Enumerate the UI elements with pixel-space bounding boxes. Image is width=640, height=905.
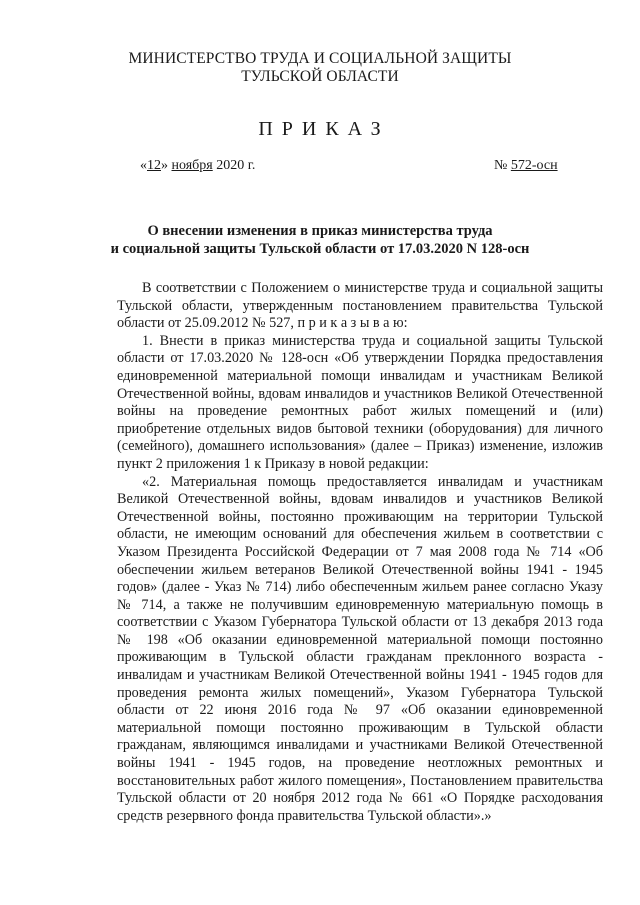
ministry-name-line2: ТУЛЬСКОЙ ОБЛАСТИ [241, 68, 399, 85]
number-value: 572-осн [510, 158, 558, 173]
date-close-quote: » [161, 158, 168, 173]
date-month: ноября [171, 158, 213, 173]
order-body [117, 280, 603, 825]
order-number [494, 158, 558, 174]
paragraph-intro: В соответствии с Положением о министерстве труда и социальной защиты Тульской области, утвержденным постановлением правительства Тульской области от 25.09.2012 № 527, п р и к а з ы в а ю: [117, 280, 603, 332]
order-date [140, 158, 255, 174]
subject-line1: О внесении изменения в приказ министерства труда [147, 223, 493, 239]
ministry-name-line1: МИНИСТЕРСТВО ТРУДА И СОЦИАЛЬНОЙ ЗАЩИТЫ [128, 50, 512, 67]
number-prefix: № [494, 158, 508, 173]
date-year: 2020 г. [216, 158, 256, 173]
subject-line2: и социальной защиты Тульской области от 17.03.2020 N 128-осн [110, 241, 530, 257]
paragraph-item-1: 1. Внести в приказ министерства труда и социальной защиты Тульской области от 17.03.2020 № 128-осн «Об утверждении Порядка предоставления единовременной материальной помощи инвалидам и участникам Великой Отечественной войны, вдовам инвалидов и участников Великой Отечественной войны на проведение ремонтных работ жилых помещений и (или) приобретение отдельных видов бытовой техники (оборудования) для личного (семейного), домашнего использования» (далее – Приказ) изменение, изложив пункт 2 приложения 1 к Приказу в новой редакции: [117, 332, 603, 472]
paragraph-quote: «2. Материальная помощь предоставляется инвалидам и участникам Великой Отечественной войны, вдовам инвалидов и участников Великой Отечественной войны, постоянно проживающим на территории Тульской области, не имеющим оснований для обеспечения жильем в соответствии с Указом Президента Российской Федерации от 7 мая 2008 года № 714 «Об обеспечении жильем ветеранов Великой Отечественной войны 1941 - 1945 годов» (далее - Указ № 714) либо обеспеченным жильем ранее согласно Указу № 714, а также не получившим единовременную материальную помощь в соответствии с Указом Губернатора Тульской области от 13 декабря 2013 года № 198 «Об оказании единовременной материальной помощи постоянно проживающим в Тульской области гражданам преклонного возраста - инвалидам и участникам Великой Отечественной войны 1941 - 1945 годов для проведения ремонта жилых помещений», Указом Губернатора Тульской области от 22 июня 2016 года № 97 «Об оказании единовременной материальной помощи постоянно проживающим в Тульской области гражданам, являющимся инвалидами и участниками Великой Отечественной войны 1941 - 1945 годов, на проведение неотложных ремонтных и восстановительных работ жилого помещения», Постановлением правительства Тульской области от 20 ноября 2012 года № 661 «О Порядке расходования средств резервного фонда правительства Тульской области».» [117, 473, 603, 824]
date-open-quote: « [140, 158, 147, 173]
date-day: 12 [147, 158, 161, 173]
document-type-title: ПРИКАЗ [258, 118, 390, 140]
ministry-header [0, 50, 640, 86]
order-subject [0, 222, 640, 258]
